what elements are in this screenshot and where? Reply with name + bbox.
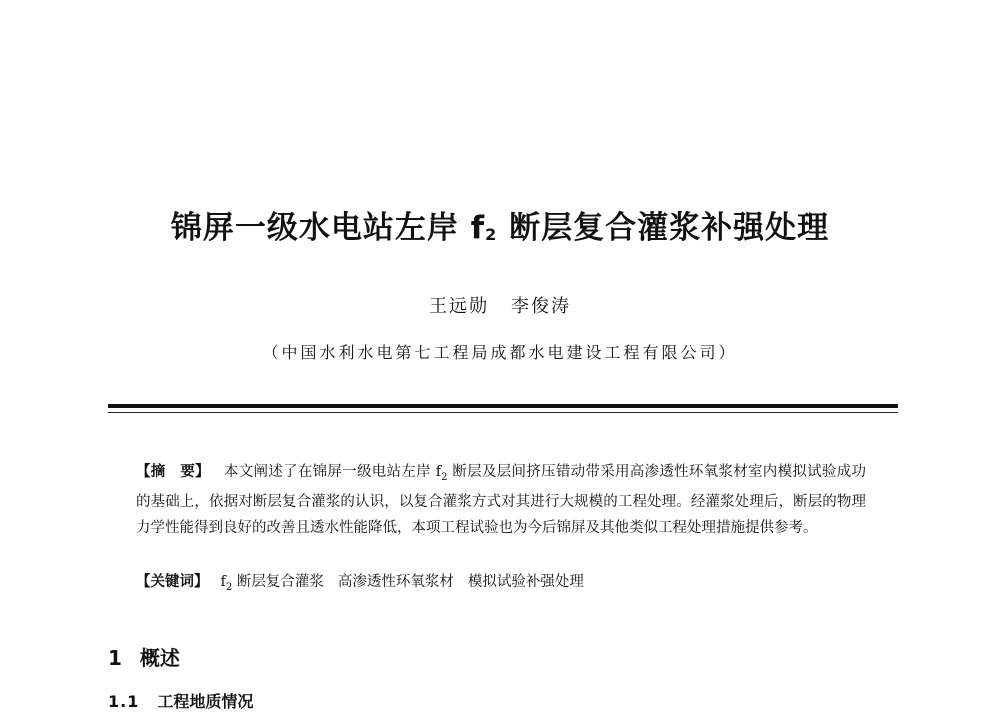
abstract-subscript: 2 — [441, 471, 448, 483]
section-1-title: 概述 — [139, 646, 180, 670]
keywords — [136, 570, 866, 600]
header-rule-thick — [108, 404, 898, 408]
author-list — [0, 294, 1000, 320]
abstract — [136, 460, 866, 541]
keyword-2: 高渗透性环氧浆材 — [337, 574, 454, 590]
paper-title-subscript: 2 — [485, 225, 498, 244]
abstract-text-part2: 断层及层间挤压错动带采用高渗透性环氧浆材室内模拟试验成功的基础上，依据对断层复合灌浆的认识，以复合灌浆方式对其进行大规模的工程处理。经灌浆处理后，断层的物理力学性能得到良好的改善且透水性能降低，本项工程试验也为今后锦屏及其他类似工程处理措施提供参考。 — [136, 464, 866, 536]
paper-title-part2: 断层复合灌浆补强处理 — [497, 210, 830, 246]
section-heading-1 — [108, 644, 180, 672]
author-2: 李俊涛 — [511, 296, 571, 317]
keyword-1-part1: f — [220, 574, 226, 590]
keyword-1-part2: 断层复合灌浆 — [232, 574, 324, 590]
section-1-1-title: 工程地质情况 — [157, 692, 254, 711]
author-1: 王远勋 — [429, 296, 489, 317]
abstract-label: 【摘 要】 — [136, 464, 210, 480]
section-1-number: 1 — [108, 646, 122, 670]
section-heading-1-1 — [108, 690, 253, 714]
author-affiliation: （中国水利水电第七工程局成都水电建设工程有限公司） — [262, 343, 738, 362]
keyword-3: 模拟试验补强处理 — [467, 574, 584, 590]
keywords-label: 【关键词】 — [136, 574, 209, 590]
paper-title — [0, 206, 1000, 257]
header-rule-thin — [108, 412, 898, 413]
paper-title-part1: 锦屏一级水电站左岸 f — [170, 210, 486, 246]
abstract-text-part1: 本文阐述了在锦屏一级电站左岸 f — [223, 464, 442, 480]
keyword-1 — [220, 574, 324, 593]
keyword-1-subscript: 2 — [225, 581, 233, 593]
section-1-1-number: 1.1 — [108, 692, 140, 711]
